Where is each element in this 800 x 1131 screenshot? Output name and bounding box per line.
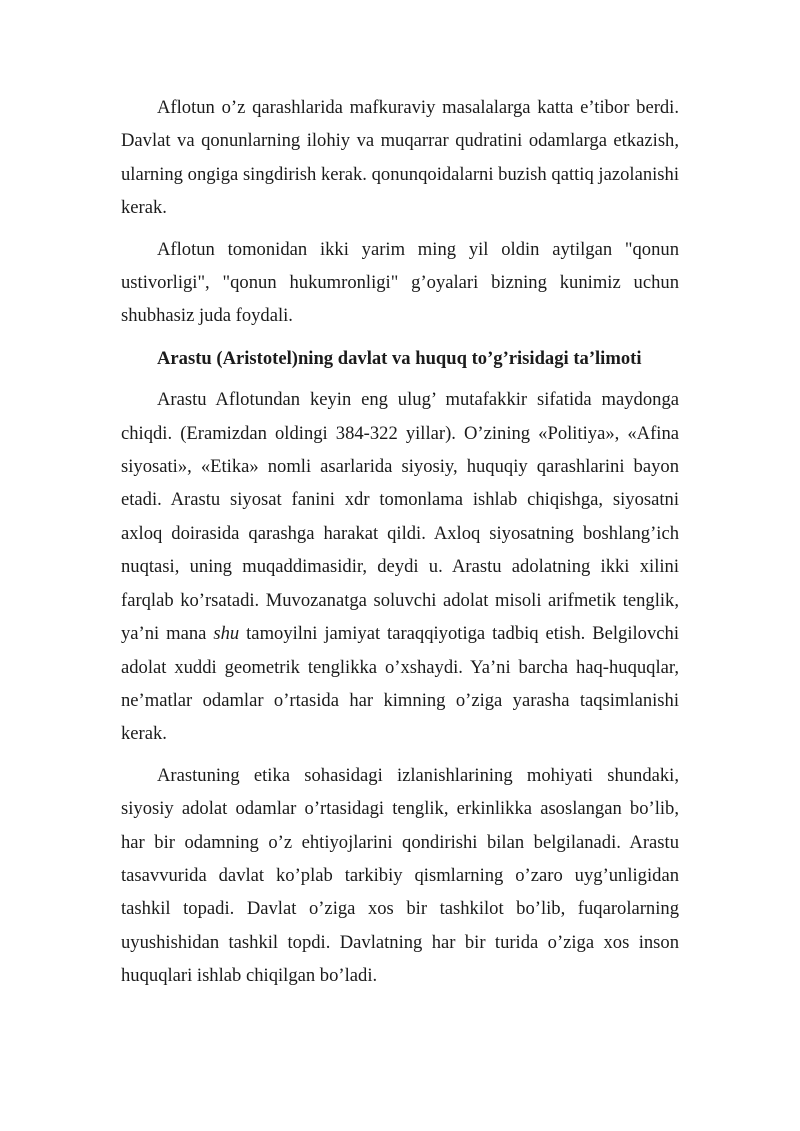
- section-heading: Arastu (Aristotel)ning davlat va huquq to’g’risidagi ta’limoti: [157, 347, 642, 369]
- paragraph-aflotun-ideology: Aflotun o’z qarashlarida mafkuraviy masalalarga katta e’tibor berdi. Davlat va qonunlarning ilohiy va muqarrar qudratini odamlarga etkazish, ularning ongiga singdirish kerak. qonunqoidalarni buzish qattiq jazolanishi kerak.: [121, 97, 679, 219]
- paragraph-text-part-1: Arastu Aflotundan keyin eng ulug’ mutafakkir sifatida maydonga chiqdi. (Eramizdan oldingi 384-322 yillar). O’zining «Politiya», «Afina siyosati», «Etika» nomli asarlarida siyosiy, huquqiy qarashlarini bayon etadi. Arastu siyosat fanini xdr tomonlama ishlab chiqishga, siyosatni axloq doirasida qarashga harakat qildi. Axloq siyosatning boshlang’ich nuqtasi, uning muqaddimasidir, deydi u. Arastu adolatning ikki xilini farqlab ko’rsatadi. Muvozanatga soluvchi adolat misoli arifmetik tenglik, ya’ni mana: [121, 389, 679, 645]
- paragraph-arastu-ethics: Arastuning etika sohasidagi izlanishlarining mohiyati shundaki, siyosiy adolat odamlar o’rtasidagi tenglik, erkinlikka asoslangan bo’lib, har bir odamning o’z ehtiyojlarini qondirishi bilan belgilanadi. Arastu tasavvurida davlat ko’plab tarkibiy qismlarning o’zaro uyg’unligidan tashkil topadi. Davlat o’ziga xos bir tashkilot bo’lib, fuqarolarning uyushishidan tashkil topdi. Davlatning har bir turida o’ziga xos inson huquqlari ishlab chiqilgan bo’ladi.: [121, 764, 679, 987]
- italic-word: shu: [213, 623, 240, 645]
- paragraph-rule-of-law: Aflotun tomonidan ikki yarim ming yil oldin aytilgan "qonun ustivorligi", "qonun hukumronligi" g’oyalari bizning kunimiz uchun shubhasiz juda foydali.: [121, 238, 679, 327]
- paragraph-text-part-2: tamoyilni jamiyat taraqqiyotiga tadbiq etish. Belgilovchi adolat xuddi geometrik tenglikka o’xshaydi. Ya’ni barcha haq-huquqlar, ne’matlar odamlar o’rtasida har kimning o’ziga yarasha taqsimlanishi kerak.: [121, 623, 679, 745]
- paragraph-arastu-intro: [121, 383, 679, 750]
